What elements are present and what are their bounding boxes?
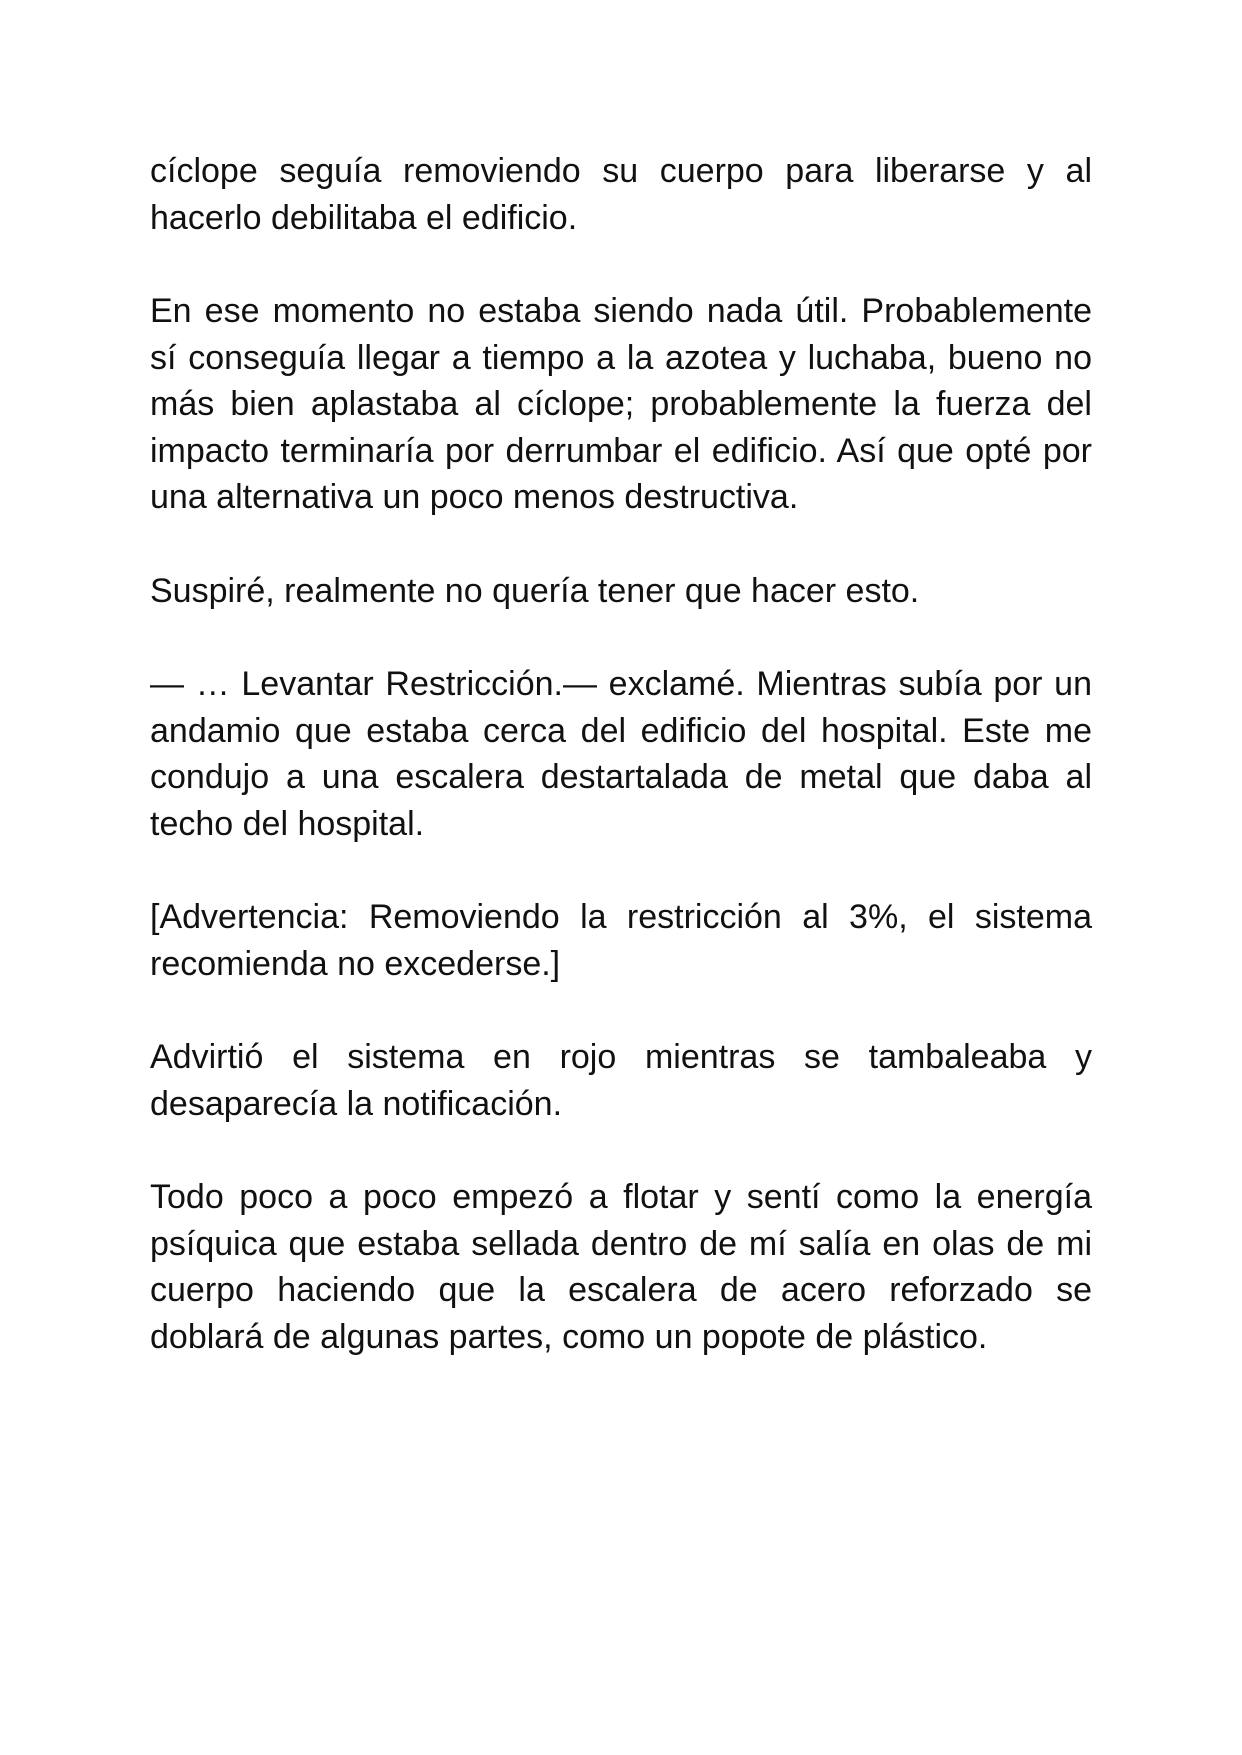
document-body (150, 148, 1092, 1407)
paragraph: Todo poco a poco empezó a flotar y sentí como la energía psíquica que estaba sellada dentro de mí salía en olas de mi cuerpo haciendo que la escalera de acero reforzado se doblará de algunas partes, como un popote de plástico. (150, 1178, 1092, 1356)
system-warning-paragraph: [Advertencia: Removiendo la restricción al 3%, el sistema recomienda no excederse.] (150, 898, 1092, 983)
paragraph: cíclope seguía removiendo su cuerpo para liberarse y al hacerlo debilitaba el edificio. (150, 152, 1092, 237)
paragraph: Suspiré, realmente no quería tener que hacer esto. (150, 571, 920, 610)
paragraph: — … Levantar Restricción.— exclamé. Mientras subía por un andamio que estaba cerca del edificio del hospital. Este me condujo a una escalera destartalada de metal que daba al techo del hospital. (150, 665, 1092, 843)
paragraph: Advirtió el sistema en rojo mientras se tambaleaba y desaparecía la notificación. (150, 1038, 1092, 1123)
paragraph: En ese momento no estaba siendo nada útil. Probablemente sí conseguía llegar a tiempo a la azotea y luchaba, bueno no más bien aplastaba al cíclope; probablemente la fuerza del impacto terminaría por derrumbar el edificio. Así que opté por una alternativa un poco menos destructiva. (150, 292, 1092, 516)
